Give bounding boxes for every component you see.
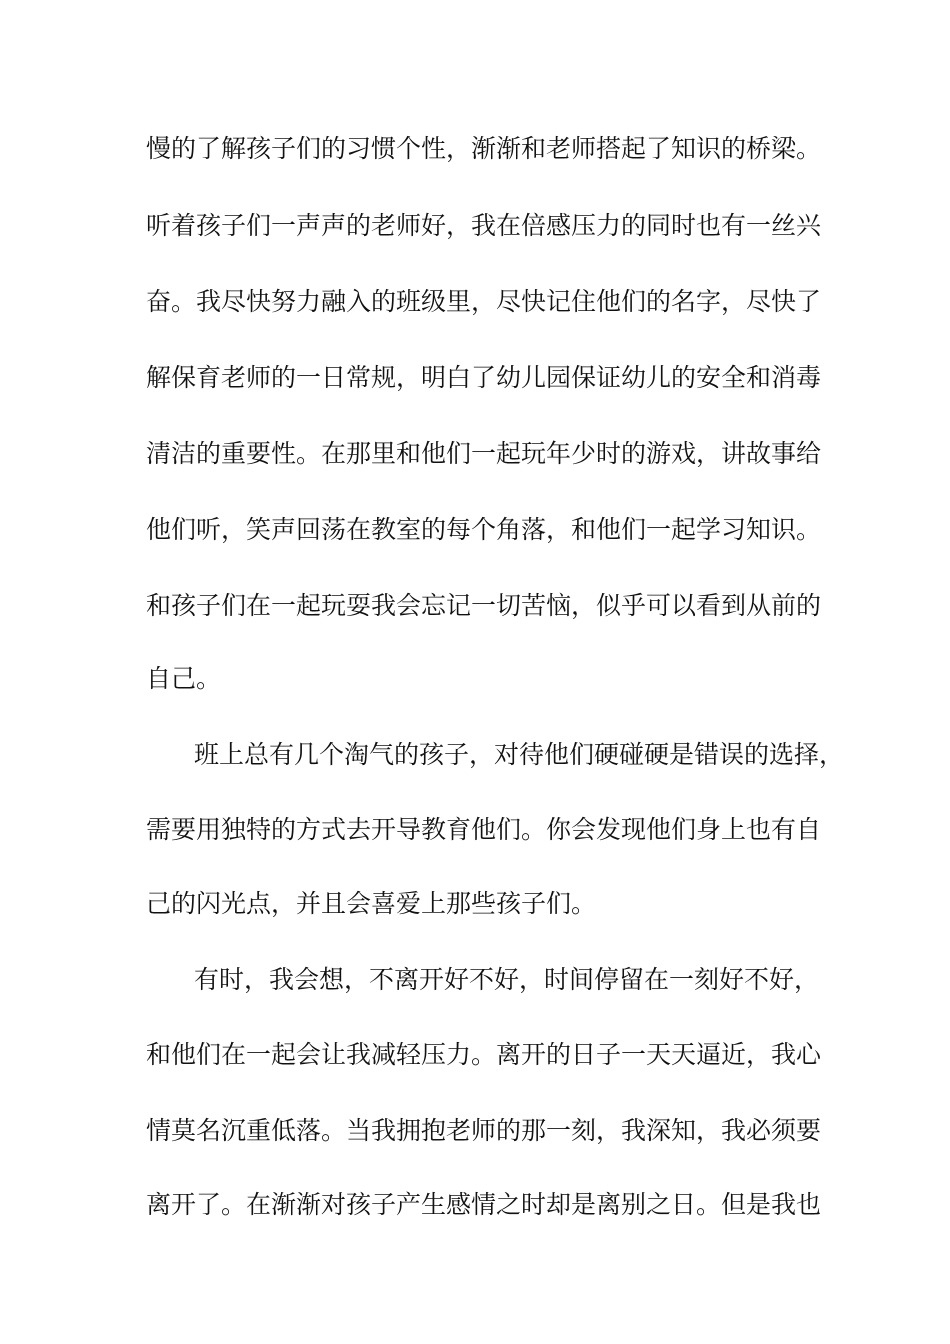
text-line: 和他们在一起会让我减轻压力。离开的日子一天天逼近，我心: [146, 1040, 822, 1069]
paragraph-first-line: 班上总有几个淘气的孩子，对待他们硬碰硬是错误的选择，: [194, 740, 845, 769]
text-line: 慢的了解孩子们的习惯个性，渐渐和老师搭起了知识的桥梁。: [146, 134, 822, 163]
text-line: 奋。我尽快努力融入的班级里，尽快记住他们的名字，尽快了: [146, 287, 822, 316]
text-line: 他们听，笑声回荡在教室的每个角落，和他们一起学习知识。: [146, 515, 822, 544]
text-line: 清洁的重要性。在那里和他们一起玩年少时的游戏，讲故事给: [146, 439, 822, 468]
text-line: 自己。: [146, 664, 222, 693]
text-line: 离开了。在渐渐对孩子产生感情之时却是离别之日。但是我也: [146, 1190, 822, 1219]
text-line: 和孩子们在一起玩耍我会忘记一切苦恼，似乎可以看到从前的: [146, 591, 822, 620]
text-line: 听着孩子们一声声的老师好，我在倍感压力的同时也有一丝兴: [146, 211, 822, 240]
text-line: 己的闪光点，并且会喜爱上那些孩子们。: [146, 889, 597, 918]
text-line: 情莫名沉重低落。当我拥抱老师的那一刻，我深知，我必须要: [146, 1116, 822, 1145]
paragraph-first-line: 有时，我会想，不离开好不好，时间停留在一刻好不好，: [194, 965, 820, 994]
text-line: 需要用独特的方式去开导教育他们。你会发现他们身上也有自: [146, 815, 822, 844]
text-line: 解保育老师的一日常规，明白了幼儿园保证幼儿的安全和消毒: [146, 363, 822, 392]
